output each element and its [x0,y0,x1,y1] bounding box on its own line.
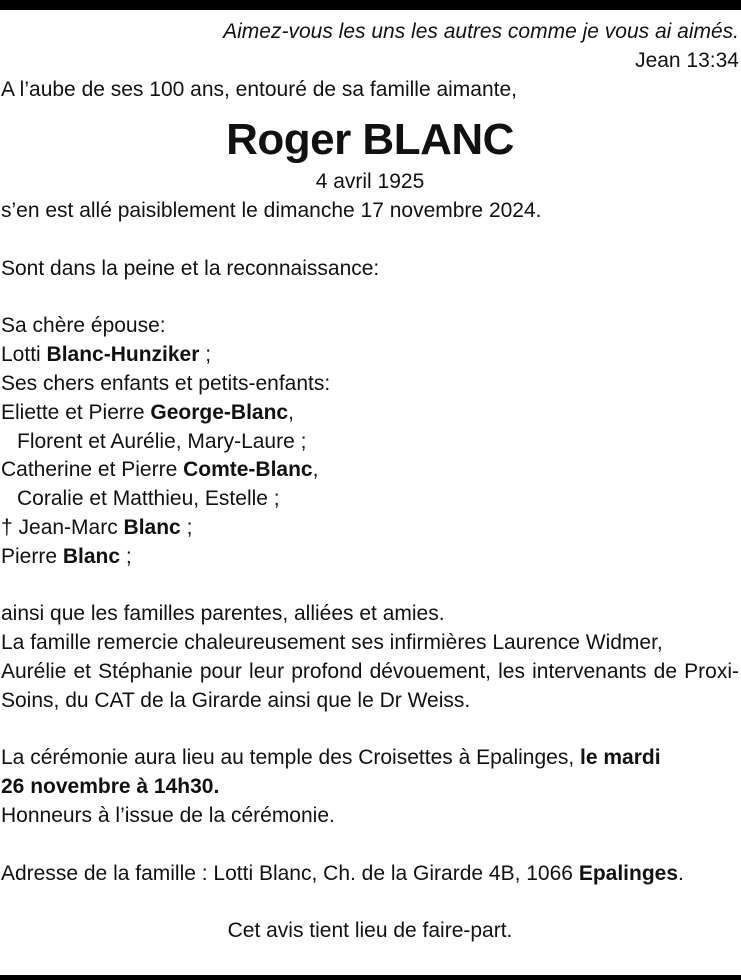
spouse-line: Lotti Blanc-Hunziker ; [1,343,212,367]
family-line: † Jean-Marc Blanc ; [1,515,193,539]
ceremony-info: La cérémonie aura lieu au temple des Croisettes à Epalinges, le mardi 26 novembre à 14h30. [1,746,661,799]
thanks-line: La famille remercie chaleureusement ses infirmières Laurence Widmer, [1,631,663,655]
grandchildren-line: Coralie et Matthieu, Estelle ; [17,487,280,511]
closing-line: Cet avis tient lieu de faire-part. [227,919,513,943]
relatives-line: ainsi que les familles parentes, alliées et amies. [1,602,445,626]
birth-date: 4 avril 1925 [315,170,425,194]
bible-verse: Aimez-vous les uns les autres comme je vous ai aimés. [223,20,739,43]
spouse-label: Sa chère épouse: [1,314,166,338]
family-line: Eliette et Pierre George-Blanc, [1,400,294,424]
bottom-border [0,975,741,980]
thanks-paragraph: Aurélie et Stéphanie pour leur profond dévouement, les intervenants de Proxi-Soins, du CAT de la Girarde ainsi que le Dr Weiss. [1,659,739,712]
honours-line: Honneurs à l’issue de la cérémonie. [1,803,335,827]
verse-reference: Jean 13:34 [635,48,739,72]
top-border [0,0,741,10]
obituary-notice [1,18,739,946]
deceased-name: Roger BLANC [226,115,514,165]
grandchildren-line: Florent et Aurélie, Mary-Laure ; [17,429,307,453]
children-label: Ses chers enfants et petits-enfants: [1,371,331,395]
family-line: Catherine et Pierre Comte-Blanc, [1,458,319,482]
family-line: Pierre Blanc ; [1,544,132,568]
family-address: Adresse de la famille : Lotti Blanc, Ch. de la Girarde 4B, 1066 Epalinges. [1,861,684,885]
mourners-intro: Sont dans la peine et la reconnaissance: [1,256,380,280]
intro-line: A l’aube de ses 100 ans, entouré de sa famille aimante, [1,77,517,101]
passing-line: s’en est allé paisiblement le dimanche 17 novembre 2024. [1,199,542,223]
